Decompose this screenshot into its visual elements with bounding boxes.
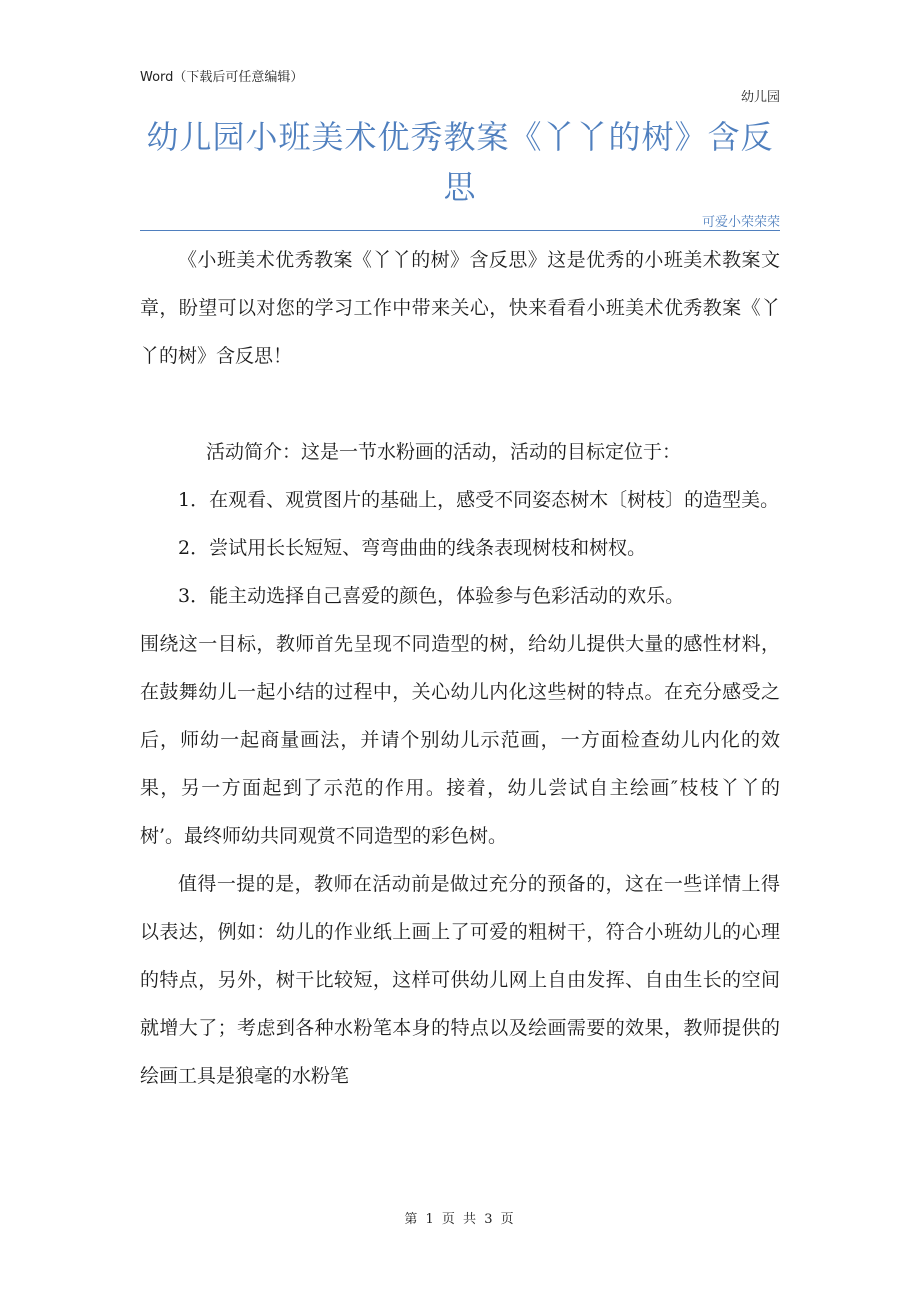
- intro-paragraph: 《小班美术优秀教案《丫丫的树》含反思》这是优秀的小班美术教案文章，盼望可以对您的学习工作中带来关心，快来看看小班美术优秀教案《丫丫的树》含反思！: [140, 249, 780, 367]
- document-body: [140, 236, 780, 1100]
- header-note: Word（下载后可任意编辑）: [140, 70, 304, 85]
- reflection-paragraph: 值得一提的是，教师在活动前是做过充分的预备的，这在一些详情上得以表达，例如：幼儿的作业纸上画上了可爱的粗树干，符合小班幼儿的心理的特点，另外，树干比较短，这样可供幼儿网上自由发挥、自由生长的空间就增大了；考虑到各种水粉笔本身的特点以及绘画需要的效果，教师提供的绘画工具是狼毫的水粉笔: [140, 873, 780, 1087]
- title-divider: [140, 230, 780, 231]
- paragraph-gap: [140, 380, 780, 428]
- goal-2-paragraph: 2．尝试用长长短短、弯弯曲曲的线条表现树枝和树杈。: [178, 537, 647, 559]
- activity-intro-paragraph: 活动简介：这是一节水粉画的活动，活动的目标定位于：: [206, 441, 682, 463]
- document-title: 幼儿园小班美术优秀教案《丫丫的树》含反思: [146, 118, 774, 206]
- category-label: 幼儿园: [740, 90, 780, 105]
- author-label: 可爱小荣荣荣: [701, 215, 780, 230]
- goal-3-paragraph: 3．能主动选择自己喜爱的颜色，体验参与色彩活动的欢乐。: [178, 585, 685, 607]
- process-paragraph: 围绕这一目标，教师首先呈现不同造型的树，给幼儿提供大量的感性材料，在鼓舞幼儿一起小结的过程中，关心幼儿内化这些树的特点。在充分感受之后，师幼一起商量画法，并请个别幼儿示范画，一方面检查幼儿内化的效果，另一方面起到了示范的作用。接着，幼儿尝试自主绘画″枝枝丫丫的树’。最终师幼共同观赏不同造型的彩色树。: [140, 633, 780, 847]
- goal-1-paragraph: 1．在观看、观赏图片的基础上，感受不同姿态树木〔树枝〕的造型美。: [178, 489, 780, 511]
- page-footer: 第 1 页 共 3 页: [404, 1212, 516, 1227]
